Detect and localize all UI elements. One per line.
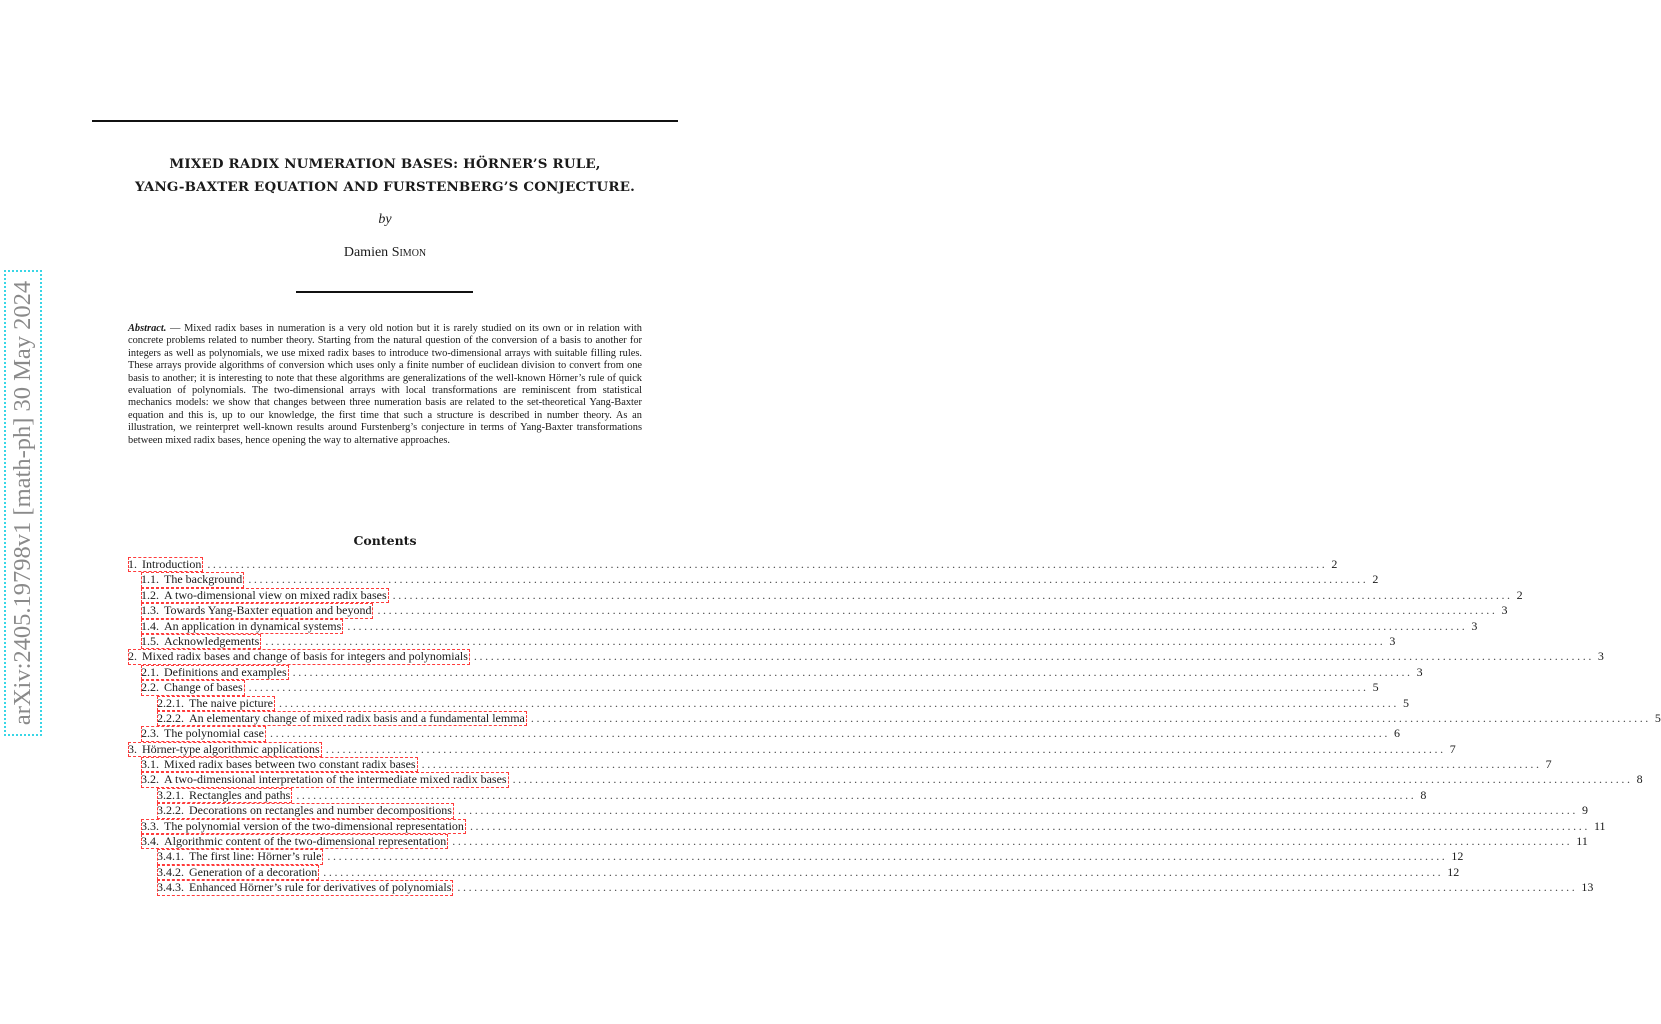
toc-row [128, 818, 1606, 834]
toc-row [128, 757, 1552, 772]
toc-page-number: 7 [1545, 757, 1552, 772]
toc-section-number: 3.4. [141, 834, 159, 849]
toc-section-number: 2.2.2. [157, 710, 184, 725]
paper-title [92, 153, 678, 199]
toc-link[interactable] [157, 880, 453, 895]
toc-link[interactable] [157, 803, 454, 818]
toc-section-number: 3.4.2. [157, 864, 184, 879]
toc-row [128, 587, 1523, 603]
toc-section-title: An application in dynamical systems [164, 618, 342, 633]
toc-section-title: Introduction [142, 557, 202, 571]
toc-row [128, 710, 1661, 726]
toc-row [128, 649, 1604, 664]
toc-section-title: The background [164, 572, 243, 587]
toc-leader-dots: ........................................................................................................................................................................................................ [207, 557, 1328, 571]
arxiv-stamp[interactable] [4, 270, 42, 736]
author-first-name: Damien [343, 245, 389, 260]
toc-row [128, 572, 1379, 587]
toc-section-title: Enhanced Hörner’s rule for derivatives of polynomials [189, 880, 452, 895]
toc-link[interactable] [128, 742, 322, 757]
author-name [92, 245, 678, 261]
toc-leader-dots: ........................................................................................................................................................................................................ [452, 834, 1573, 849]
toc-section-number: 2.2.1. [157, 695, 184, 710]
toc-page-number: 2 [1331, 557, 1338, 571]
toc-row [128, 741, 1456, 757]
toc-link[interactable] [141, 634, 261, 649]
toc-section-title: A two-dimensional interpretation of the intermediate mixed radix bases [164, 772, 507, 787]
toc-row [128, 618, 1478, 634]
toc-section-number: 3.2. [141, 772, 159, 787]
toc-row [128, 664, 1423, 680]
toc-section-number: 3.2.1. [157, 787, 184, 802]
title-separator-rule [296, 291, 473, 293]
toc-section-title: A two-dimensional view on mixed radix bases [164, 587, 387, 602]
toc-section-title: Definitions and examples [164, 664, 287, 679]
toc-section-number: 1. [128, 557, 137, 571]
toc-leader-dots: ........................................................................................................................................................................................................ [265, 633, 1386, 648]
toc-page-number: 2 [1516, 587, 1523, 602]
toc-page-number: 6 [1393, 726, 1400, 741]
toc-section-title: Rectangles and paths [189, 787, 291, 802]
toc-link[interactable] [141, 619, 343, 634]
toc-section-title: Generation of a decoration [189, 864, 318, 879]
toc-leader-dots: ........................................................................................................................................................................................................ [248, 680, 1369, 695]
toc-leader-dots: ........................................................................................................................................................................................................ [296, 787, 1417, 802]
toc-section-number: 3. [128, 741, 137, 756]
toc-row [128, 680, 1379, 695]
toc-section-title: Algorithmic content of the two-dimensional representation [164, 834, 447, 849]
toc-section-number: 3.4.3. [157, 880, 184, 895]
toc-page-number: 3 [1389, 633, 1396, 648]
toc-row [128, 695, 1409, 711]
abstract-text: Mixed radix bases in numeration is a very old notion but it is rarely studied on its own or in relation with concrete problems related to number theory. Starting from the natural question of the conversion of a basis to another for integers as well as polynomials, we use mixed radix bases to introduce two-dimensional arrays with suitable filling rules. These arrays provide algorithms of conversion which uses only a finite number of euclidean division to convert from one basis to another; it is interesting to note that these algorithms are generalizations of the well-known Hörner’s rule of quick evaluation of polynomials. The two-dimensional arrays with local transformations are reminiscent from statistical mechanics models: we show that changes between three numeration basis are related to the set-theoretical Yang-Baxter equation and this is, up to our knowledge, the first time that such a structure is described in number theory. As an illustration, we reinterpret well-known results around Furstenberg’s conjecture in terms of Yang-Baxter transformations between mixed radix bases, hence opening the way to alternative approaches. [128, 323, 642, 446]
toc-leader-dots: ........................................................................................................................................................................................................ [292, 664, 1413, 679]
toc-leader-dots: ........................................................................................................................................................................................................ [392, 587, 1513, 602]
toc-link[interactable] [157, 865, 319, 880]
abstract-dash: — [166, 323, 185, 334]
toc-section-title: An elementary change of mixed radix basis and a fundamental lemma [189, 710, 525, 725]
toc-leader-dots: ........................................................................................................................................................................................................ [530, 710, 1651, 725]
toc-section-number: 2.3. [141, 726, 159, 741]
toc-page-number: 3 [1597, 649, 1604, 664]
toc-link[interactable] [141, 757, 418, 772]
title-line-2: YANG-BAXTER EQUATION AND FURSTENBERG’S CONJECTURE. [135, 179, 635, 195]
toc-section-number: 2. [128, 649, 137, 664]
toc-page-number: 5 [1402, 695, 1409, 710]
toc-page-number: 12 [1451, 849, 1464, 864]
toc-section-title: Change of bases [164, 680, 243, 695]
toc-page-number: 13 [1581, 880, 1594, 895]
toc-leader-dots: ........................................................................................................................................................................................................ [323, 864, 1444, 879]
toc-row [128, 803, 1588, 818]
toc-link[interactable] [141, 588, 389, 603]
toc-section-number: 1.5. [141, 633, 159, 648]
toc-page-number: 3 [1501, 603, 1508, 618]
toc-section-title: Mixed radix bases and change of basis for integers and polynomials [142, 649, 468, 664]
toc-section-title: The first line: Hörner’s rule [189, 849, 322, 864]
toc-section-title: Decorations on rectangles and number decompositions [189, 803, 452, 818]
toc-page-number: 3 [1471, 618, 1478, 633]
toc-link[interactable] [141, 834, 448, 849]
toc-section-title: The polynomial version of the two-dimensional representation [164, 818, 464, 833]
arxiv-stamp-text: arXiv:2405.19798v1 [math-ph] 30 May 2024 [9, 280, 36, 726]
table-of-contents [128, 557, 1661, 896]
toc-page-number: 12 [1447, 864, 1460, 879]
toc-leader-dots: ........................................................................................................................................................................................................ [327, 849, 1448, 864]
toc-section-title: Hörner-type algorithmic applications [142, 741, 320, 756]
toc-section-title: Acknowledgements [164, 633, 260, 648]
contents-heading: Contents [353, 533, 417, 548]
toc-section-number: 1.4. [141, 618, 159, 633]
toc-leader-dots: ........................................................................................................................................................................................................ [347, 618, 1468, 633]
toc-leader-dots: ........................................................................................................................................................................................................ [457, 803, 1578, 818]
toc-row [128, 772, 1643, 787]
toc-link[interactable] [128, 649, 470, 664]
toc-link[interactable] [141, 665, 289, 680]
toc-section-title: The polynomial case [164, 726, 264, 741]
toc-leader-dots: ........................................................................................................................................................................................................ [248, 572, 1369, 587]
toc-link[interactable] [157, 696, 275, 711]
author-last-name: Simon [391, 245, 427, 260]
toc-link[interactable] [128, 557, 203, 572]
toc-link[interactable] [157, 788, 292, 803]
toc-page-number: 5 [1654, 710, 1661, 725]
toc-link[interactable] [157, 849, 323, 864]
toc-row [128, 834, 1588, 849]
toc-section-title: Mixed radix bases between two constant radix bases [164, 757, 416, 772]
toc-link[interactable] [141, 603, 373, 618]
toc-row [128, 726, 1400, 741]
toc-row [128, 880, 1594, 895]
toc-link[interactable] [157, 711, 527, 726]
toc-page-number: 5 [1372, 680, 1379, 695]
toc-link[interactable] [141, 772, 509, 787]
toc-page-number: 8 [1420, 787, 1427, 802]
toc-leader-dots: ........................................................................................................................................................................................................ [469, 818, 1590, 833]
toc-page-number: 11 [1576, 834, 1588, 849]
toc-page-number: 7 [1449, 741, 1456, 756]
toc-leader-dots: ........................................................................................................................................................................................................ [473, 649, 1594, 664]
abstract-label: Abstract. [128, 323, 167, 334]
toc-leader-dots: ........................................................................................................................................................................................................ [457, 880, 1578, 895]
toc-link[interactable] [141, 680, 245, 695]
toc-row [128, 633, 1396, 649]
toc-section-number: 2.1. [141, 664, 159, 679]
toc-page-number: 8 [1636, 772, 1643, 787]
toc-section-number: 3.3. [141, 818, 159, 833]
toc-row [128, 557, 1338, 572]
toc-section-number: 2.2. [141, 680, 159, 695]
toc-leader-dots: ........................................................................................................................................................................................................ [421, 757, 1542, 772]
toc-section-number: 1.1. [141, 572, 159, 587]
toc-section-title: Towards Yang-Baxter equation and beyond [164, 603, 372, 618]
top-rule [92, 120, 678, 122]
toc-row [128, 787, 1427, 803]
abstract [128, 323, 642, 447]
toc-page-number: 2 [1372, 572, 1379, 587]
toc-row [128, 849, 1464, 864]
toc-page-number: 3 [1416, 664, 1423, 679]
toc-leader-dots: ........................................................................................................................................................................................................ [377, 603, 1498, 618]
toc-section-number: 3.1. [141, 757, 159, 772]
toc-section-number: 1.3. [141, 603, 159, 618]
toc-row [128, 603, 1508, 618]
toc-section-title: The naive picture [189, 695, 273, 710]
toc-section-number: 3.4.1. [157, 849, 184, 864]
toc-link[interactable] [141, 726, 266, 741]
toc-leader-dots: ........................................................................................................................................................................................................ [269, 726, 1390, 741]
toc-page-number: 11 [1593, 818, 1606, 833]
toc-section-number: 1.2. [141, 587, 159, 602]
toc-leader-dots: ........................................................................................................................................................................................................ [278, 695, 1399, 710]
toc-row [128, 864, 1460, 880]
toc-leader-dots: ........................................................................................................................................................................................................ [325, 741, 1446, 756]
toc-link[interactable] [141, 819, 466, 834]
toc-section-number: 3.2.2. [157, 803, 184, 818]
toc-page-number: 9 [1581, 803, 1588, 818]
toc-leader-dots: ........................................................................................................................................................................................................ [512, 772, 1633, 787]
toc-link[interactable] [141, 572, 244, 587]
title-line-1: MIXED RADIX NUMERATION BASES: HÖRNER’S RULE, [169, 156, 601, 172]
by-line: by [378, 212, 392, 227]
